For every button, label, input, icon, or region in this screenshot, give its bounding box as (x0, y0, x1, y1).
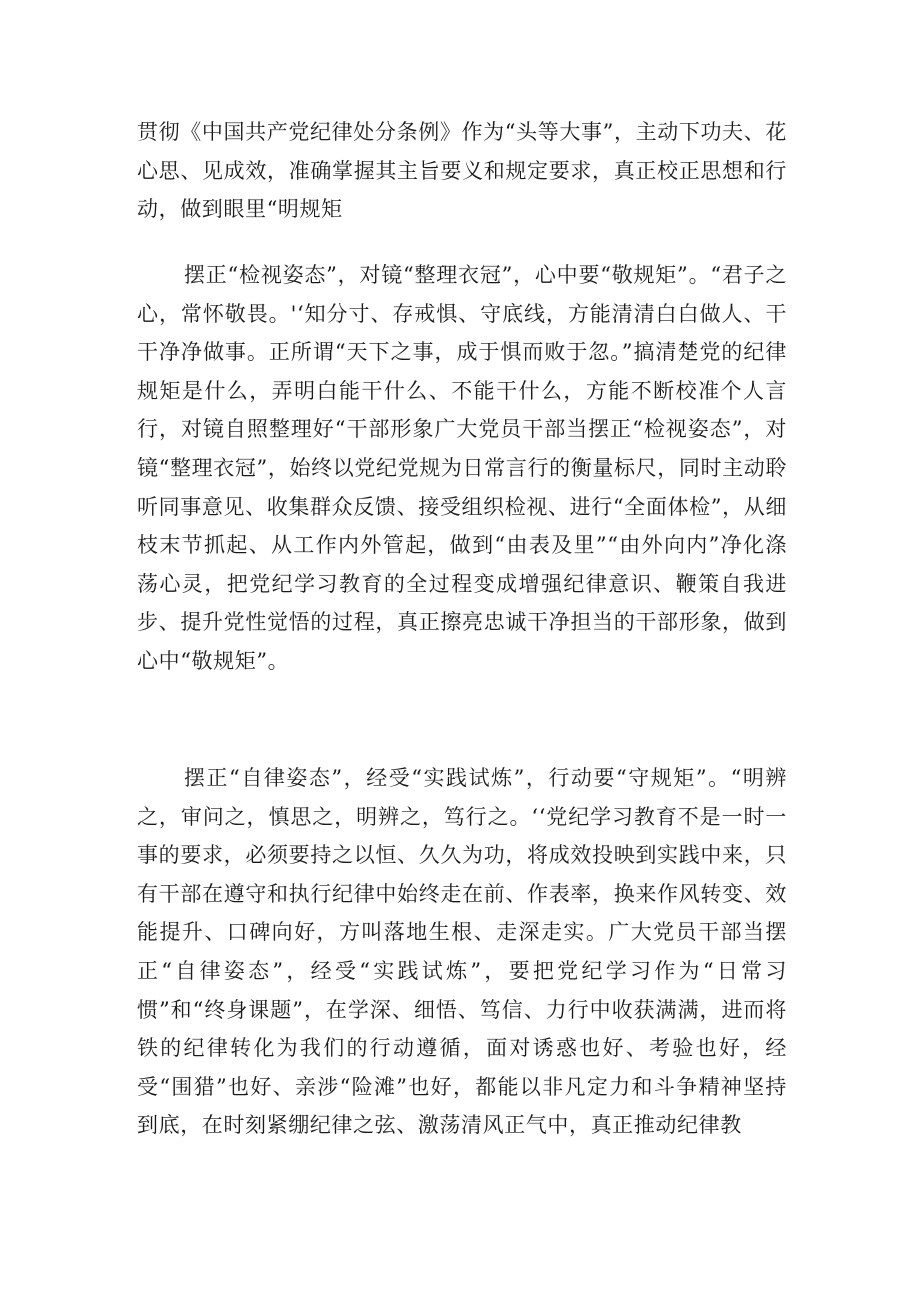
paragraph-1: 贯彻《中国共产党纪律处分条例》作为“头等大事”，主动下功夫、花心思、见成效，准确掌握其主旨要义和规定要求，真正校正思想和行动，做到眼里“明规矩 (137, 120, 787, 222)
paragraph-2: 摆正“检视姿态”，对镜“整理衣冠”，心中要“敬规矩”。“君子之心，常怀敬畏。'‘知分寸、存戒惧、守底线，方能清清白白做人、干干净净做事。正所谓“天下之事，成于惧而败于忽。”搞清楚党的纪律规矩是什么，弄明白能干什么、不能干什么，方能不断校准个人言行，对镜自照整理好“干部形象广大党员干部当摆正“检视姿态”，对镜“整理衣冠”，始终以党纪党规为日常言行的衡量标尺，同时主动聆听同事意见、收集群众反馈、接受组织检视、进行“全面体检”，从细枝末节抓起、从工作内外管起，做到“由表及里”“由外向内”净化涤荡心灵，把党纪学习教育的全过程变成增强纪律意识、鞭策自我进步、提升党性觉悟的过程，真正擦亮忠诚干净担当的干部形象，做到心中“敬规矩”。 (137, 263, 787, 673)
paragraph-3: 摆正“自律姿态”，经受“实践试炼”，行动要“守规矩”。“明辨之，审问之，慎思之，明辨之，笃行之。‘‘党纪学习教育不是一时一事的要求，必须要持之以恒、久久为功，将成效投映到实践中来，只有干部在遵守和执行纪律中始终走在前、作表率，换来作风转变、效能提升、口碑向好，方叫落地生根、走深走实。广大党员干部当摆正“自律姿态”，经受“实践试炼”，要把党纪学习作为“日常习惯”和“终身课题”，在学深、细悟、笃信、力行中收获满满，进而将铁的纪律转化为我们的行动遵循，面对诱惑也好、考验也好，经受“围猎”也好、亲涉“险滩”也好，都能以非凡定力和斗争精神坚持到底，在时刻紧绷纪律之弦、激荡清风正气中，真正推动纪律教 (137, 766, 787, 1138)
